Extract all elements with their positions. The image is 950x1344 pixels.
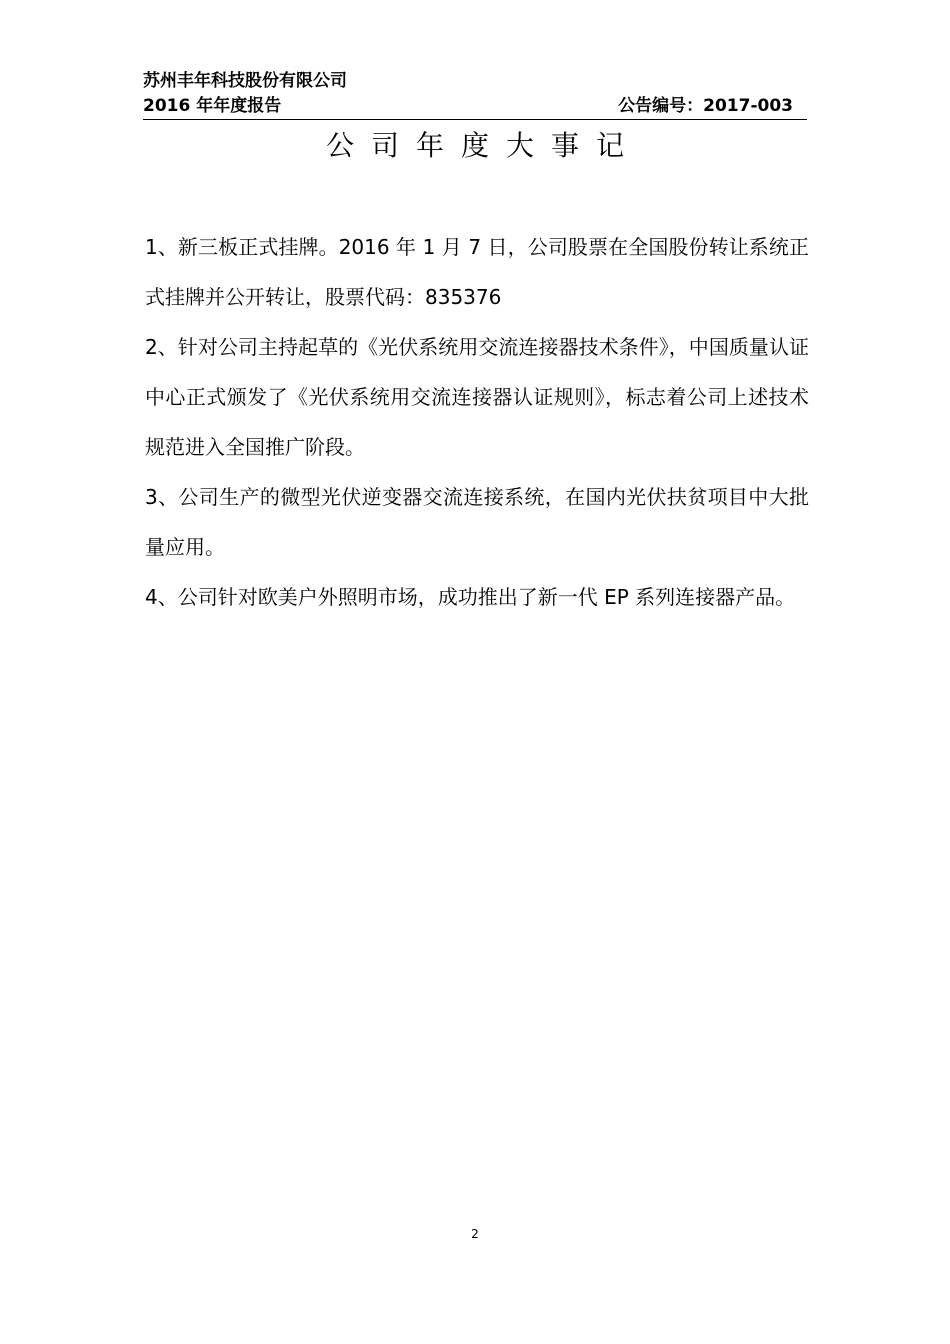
event-item-4: 4、公司针对欧美户外照明市场，成功推出了新一代 EP 系列连接器产品。 [145, 585, 796, 609]
announcement-number: 公告编号：2017-003 [618, 96, 793, 116]
page-title: 公司年度大事记 [325, 129, 641, 162]
page-number: 2 [471, 1227, 479, 1241]
company-name: 苏州丰年科技股份有限公司 [143, 71, 347, 91]
header-divider [143, 119, 807, 120]
event-item-3: 3、公司生产的微型光伏逆变器交流连接系统，在国内光伏扶贫项目中大批量应用。 [145, 485, 809, 559]
event-item-1: 1、新三板正式挂牌。2016 年 1 月 7 日，公司股票在全国股份转让系统正式挂牌并公开转让，股票代码：835376 [145, 235, 809, 309]
event-item-2: 2、针对公司主持起草的《光伏系统用交流连接器技术条件》，中国质量认证中心正式颁发了《光伏系统用交流连接器认证规则》，标志着公司上述技术规范进入全国推广阶段。 [145, 335, 809, 459]
page-header [143, 70, 807, 120]
events-list [145, 222, 809, 622]
report-title: 2016 年年度报告 [143, 96, 282, 116]
